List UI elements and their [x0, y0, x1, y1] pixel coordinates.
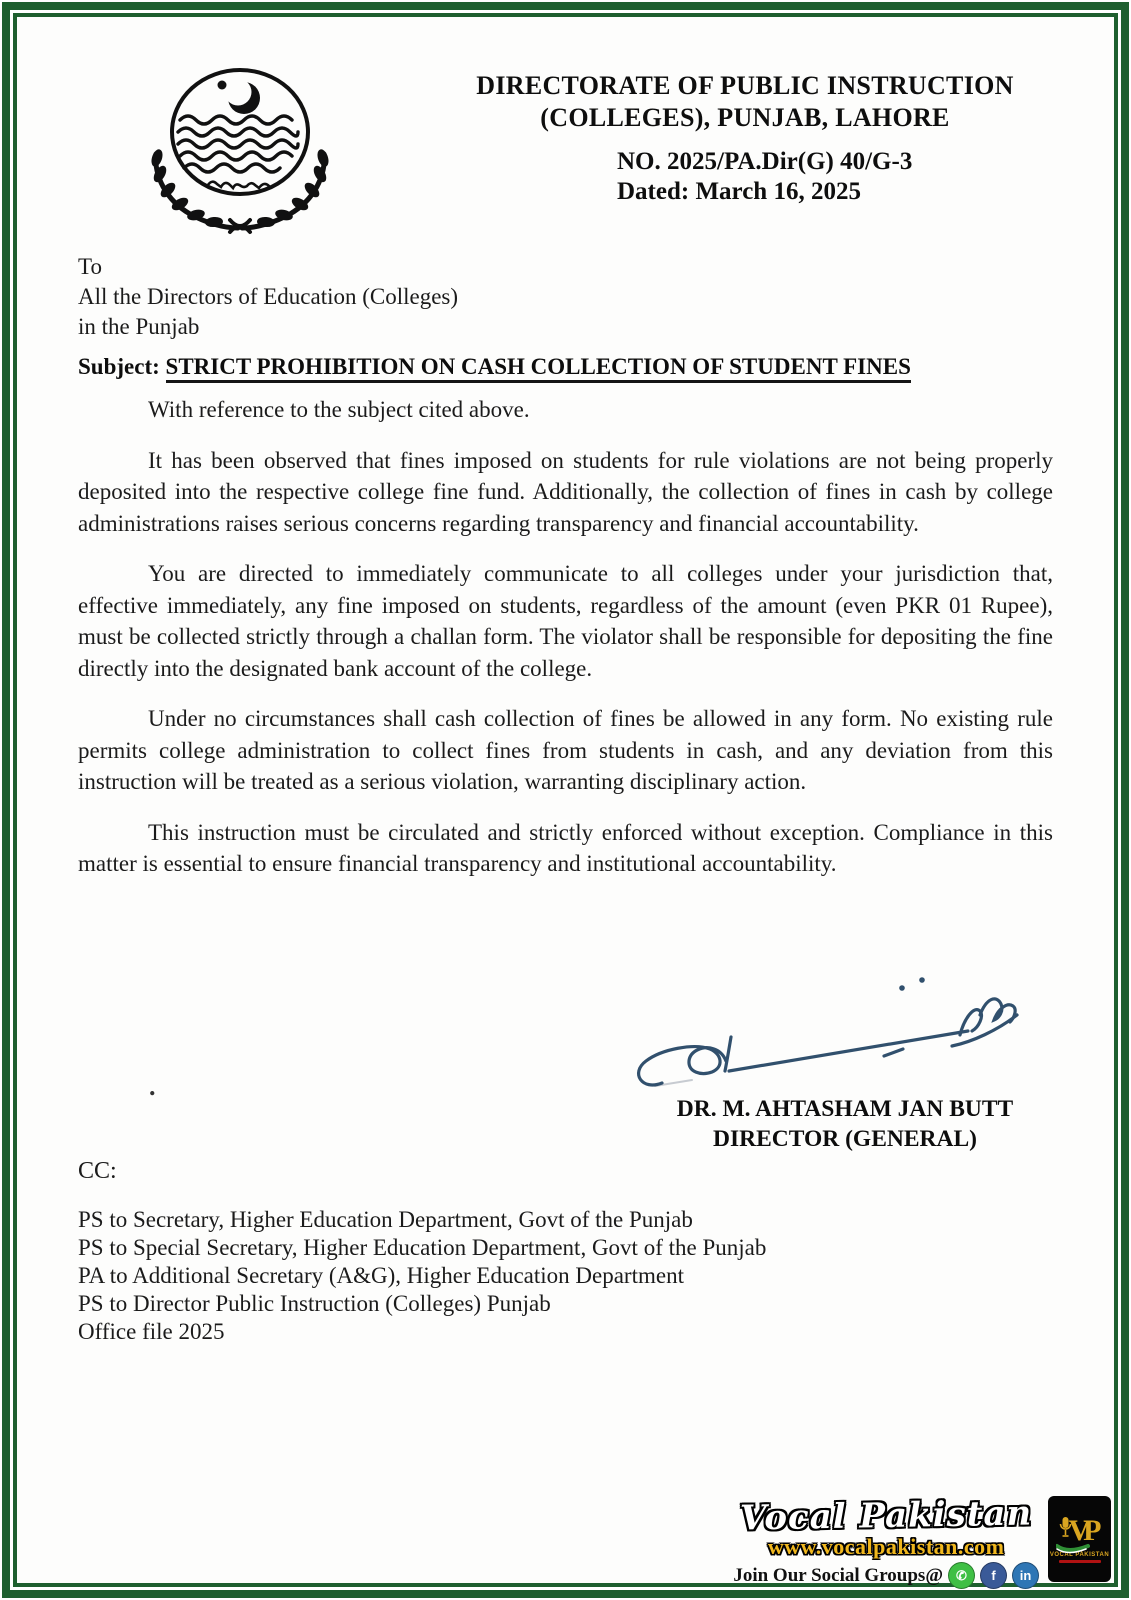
government-crest-logo: [142, 58, 338, 236]
vp-logo-caption: VOCAL PAKISTAN: [1049, 1551, 1110, 1558]
cc-label: CC:: [78, 1158, 117, 1184]
vp-monogram-row: [1059, 1513, 1101, 1547]
paragraph-3: You are directed to immediately communicate to all colleges under your jurisdiction that, effective immediately, any fine imposed on students, regardless of the amount (even PKR 01 Rupee), must be collected strictly through a challan form. The violator shall be responsible for depositing the fine directly into the designated bank account of the college.: [78, 561, 1053, 681]
whatsapp-icon: ✆: [948, 1562, 975, 1589]
paragraph-2: It has been observed that fines imposed on students for rule violations are not being properly deposited into the respective college fine fund. Additionally, the collection of fines in cash by college administrations raises serious concerns regarding transparency and financial accountability.: [78, 447, 1053, 536]
letter-date: Dated: March 16, 2025: [617, 178, 861, 205]
to-label: To: [78, 254, 102, 279]
subject-text: STRICT PROHIBITION ON CASH COLLECTION OF STUDENT FINES: [166, 354, 911, 383]
cc-list: [78, 1206, 1053, 1346]
handwritten-signature: [600, 953, 1020, 1093]
org-name-line1: DIRECTORATE OF PUBLIC INSTRUCTION: [476, 71, 1014, 100]
crescent-star-icon: [218, 79, 261, 115]
vp-logo-redline: [1059, 1560, 1101, 1563]
vocal-pakistan-watermark: [729, 1493, 1111, 1591]
cc-item: PS to Director Public Instruction (Colleges) Punjab: [78, 1291, 551, 1316]
signatory-name: DR. M. AHTASHAM JAN BUTT: [676, 1096, 1014, 1122]
recipient-block: [78, 252, 1053, 342]
flag-swoosh-icon: [1056, 1542, 1090, 1554]
paragraph-1: With reference to the subject cited above.: [148, 397, 530, 422]
linkedin-icon: in: [1012, 1562, 1039, 1589]
brand-social-row: [733, 1562, 1039, 1589]
paragraph-4: Under no circumstances shall cash collection of fines be allowed in any form. No existing rule permits college administration to collect fines from students in cash, and any deviation from this instruction will be treated as a serious violation, warranting disciplinary action.: [78, 706, 1053, 794]
subject-line: [78, 354, 1053, 380]
org-name-line2: (COLLEGES), PUNJAB, LAHORE: [540, 103, 950, 132]
stray-ink-mark: .: [149, 1072, 156, 1101]
cc-item: PS to Special Secretary, Higher Education Department, Govt of the Punjab: [78, 1235, 767, 1260]
letter-body: [78, 394, 1053, 880]
rivers-waves-icon: [178, 116, 298, 172]
paragraph-5: This instruction must be circulated and strictly enforced without exception. Compliance in this matter is essential to ensure financial transparency and institutional accountability.: [78, 819, 1053, 876]
facebook-icon: f: [980, 1562, 1007, 1589]
reference-number: NO. 2025/PA.Dir(G) 40/G-3: [617, 148, 913, 175]
vp-monogram: VP: [1068, 1513, 1095, 1547]
recipient-line2: in the Punjab: [78, 314, 200, 339]
letterhead-title: [430, 70, 1060, 134]
cc-item: PA to Additional Secretary (A&G), Higher Education Department: [78, 1263, 684, 1288]
social-groups-text: Join Our Social Groups@: [733, 1564, 943, 1586]
brand-name: Vocal Pakistan: [739, 1493, 1033, 1539]
cc-item: PS to Secretary, Higher Education Department, Govt of the Punjab: [78, 1207, 693, 1232]
urdu-motto-text: [208, 182, 269, 188]
signatory-block: [620, 1094, 1070, 1154]
signatory-title: DIRECTOR (GENERAL): [713, 1126, 977, 1152]
reference-block: [617, 147, 1037, 207]
brand-website: www.vocalpakistan.com: [767, 1534, 1005, 1559]
vocal-pakistan-logo: [1048, 1496, 1111, 1582]
recipient-line1: All the Directors of Education (Colleges): [78, 284, 459, 309]
brand-text-block: [729, 1493, 1043, 1591]
subject-label: Subject:: [78, 354, 160, 379]
cc-item: Office file 2025: [78, 1319, 225, 1344]
